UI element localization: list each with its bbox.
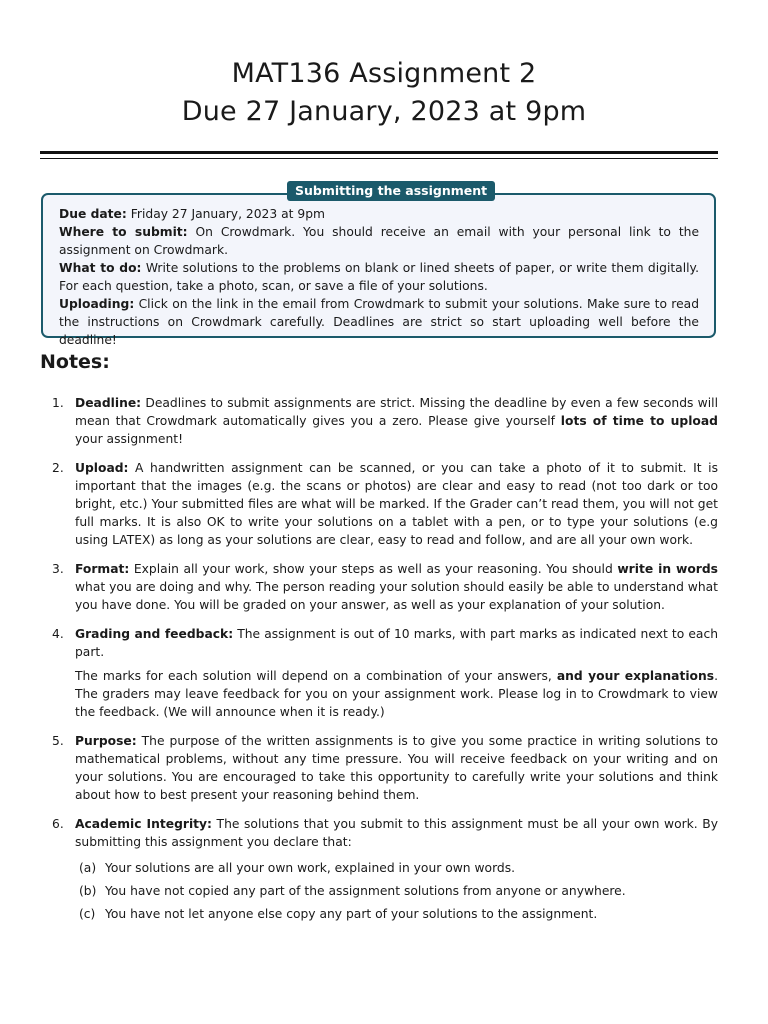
note-deadline <box>40 394 718 448</box>
note-text <box>75 732 718 804</box>
note-text <box>75 625 718 661</box>
integrity-declarations <box>75 859 718 923</box>
declaration-text: You have not let anyone else copy any part of your solutions to the assignment. <box>105 907 598 921</box>
title-rule-thick <box>40 151 718 154</box>
note-number: 5. <box>52 734 64 748</box>
submit-box-content <box>59 205 699 349</box>
declaration-label: (b) <box>79 884 97 898</box>
note-upload <box>40 459 718 549</box>
declaration-item <box>75 905 718 923</box>
due-date-text: Friday 27 January, 2023 at 9pm <box>126 207 325 221</box>
declaration-label: (a) <box>79 861 97 875</box>
note-body-end: . The graders may leave feedback for you on your assignment work. Please log in to Crowdmark to view the feedback. (We will announce when it is ready.) <box>75 669 718 719</box>
note-format <box>40 560 718 614</box>
note-text <box>75 815 718 851</box>
note-text <box>75 459 718 549</box>
note-label: Grading and feedback: <box>75 627 234 641</box>
upload-line <box>59 295 699 349</box>
note-label: Deadline: <box>75 396 142 410</box>
note-body: Deadlines to submit assignments are strict. Missing the deadline by even a few seconds will mean that Crowdmark automatically gives you a zero. Please give yourself <box>75 396 718 428</box>
note-body: The marks for each solution will depend on a combination of your answers, <box>75 669 557 683</box>
where-text: On Crowdmark. You should receive an email with your personal link to the assignment on Crowdmark. <box>59 225 700 257</box>
due-date-line <box>59 205 699 223</box>
declaration-label: (c) <box>79 907 96 921</box>
submit-box-title: Submitting the assignment <box>287 181 495 201</box>
note-grading <box>40 625 718 721</box>
notes-heading: Notes: <box>40 351 110 373</box>
note-label: Academic Integrity: <box>75 817 212 831</box>
due-date-label: Due date: <box>59 207 127 221</box>
note-emphasis: write in words <box>617 562 718 576</box>
note-body-end: your assignment! <box>75 432 184 446</box>
note-emphasis: lots of time to upload <box>560 414 718 428</box>
note-text-2 <box>75 667 718 721</box>
upload-text: Click on the link in the email from Crowdmark to submit your solutions. Make sure to read the instructions on Crowdmark carefully. Deadlines are strict so start uploading well before the deadline! <box>59 297 699 347</box>
title-line-1: MAT136 Assignment 2 <box>231 58 537 89</box>
note-text <box>75 560 718 614</box>
note-number: 2. <box>52 461 64 475</box>
note-label: Purpose: <box>75 734 137 748</box>
note-label: Upload: <box>75 461 129 475</box>
title-rule-thin <box>40 158 718 159</box>
note-body: The assignment is out of 10 marks, with part marks as indicated next to each part. <box>75 627 719 659</box>
document-title <box>0 55 768 131</box>
note-emphasis: and your explanations <box>556 669 715 683</box>
note-body: The purpose of the written assignments is to give you some practice in writing solutions to mathematical problems, without any time pressure. You will receive feedback on your writing and on your solutions. You are encouraged to take this opportunity to carefully write your solutions and think about how to best present your reasoning behind them. <box>75 734 718 802</box>
declaration-item <box>75 859 718 877</box>
note-number: 3. <box>52 562 64 576</box>
note-text <box>75 394 718 448</box>
what-text: Write solutions to the problems on blank or lined sheets of paper, or write them digitally. For each question, take a photo, scan, or save a file of your solutions. <box>59 261 699 293</box>
note-number: 4. <box>52 627 64 641</box>
declaration-text: Your solutions are all your own work, explained in your own words. <box>105 861 516 875</box>
where-label: Where to submit: <box>59 225 188 239</box>
where-line <box>59 223 699 259</box>
note-body: A handwritten assignment can be scanned, or you can take a photo of it to submit. It is important that the images (e.g. the scans or photos) are clear and easy to read (not too dark or too bright, etc.) Your submitted files are what will be marked. If the Grader can’t read them, you will not get full marks. It is also OK to write your solutions on a tablet with a pen, or to type your solutions (e.g using LATEX) as long as your solutions are clear, easy to read and follow, and are all your own work. <box>75 461 718 547</box>
note-number: 1. <box>52 396 64 410</box>
declaration-text: You have not copied any part of the assignment solutions from anyone or anywhere. <box>105 884 626 898</box>
note-body: Explain all your work, show your steps as well as your reasoning. You should <box>129 562 618 576</box>
note-academic-integrity <box>40 815 718 923</box>
what-line <box>59 259 699 295</box>
note-number: 6. <box>52 817 64 831</box>
note-label: Format: <box>75 562 130 576</box>
note-body-end: what you are doing and why. The person reading your solution should easily be able to understand what you have done. You will be graded on your answer, as well as your explanation of your solution. <box>75 580 718 612</box>
upload-label: Uploading: <box>59 297 135 311</box>
declaration-item <box>75 882 718 900</box>
what-label: What to do: <box>59 261 142 275</box>
note-purpose <box>40 732 718 804</box>
title-line-2: Due 27 January, 2023 at 9pm <box>181 96 587 127</box>
notes-list <box>40 394 718 934</box>
note-body: The solutions that you submit to this assignment must be all your own work. By submitting this assignment you declare that: <box>75 817 718 849</box>
